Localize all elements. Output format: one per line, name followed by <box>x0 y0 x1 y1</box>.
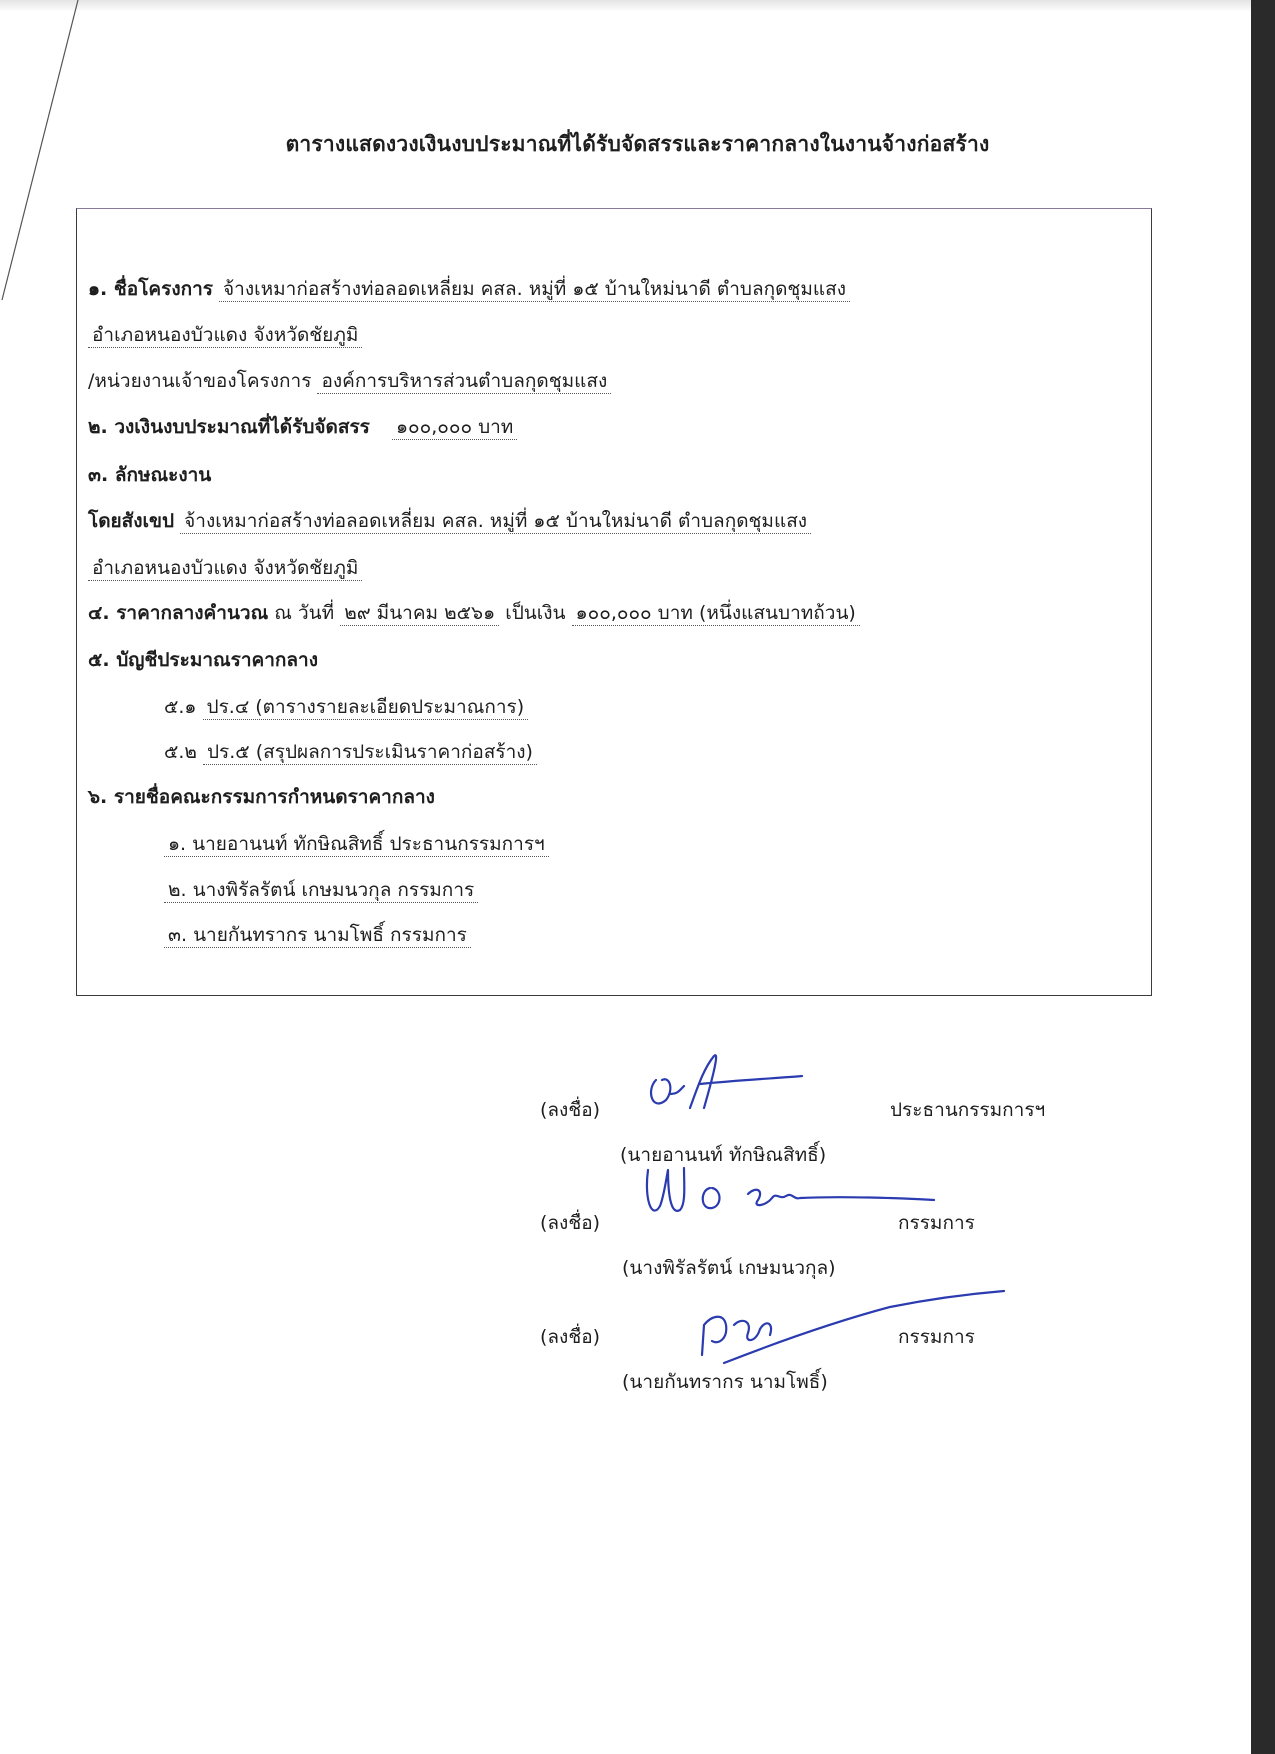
item1-line2 <box>88 320 362 350</box>
item1-label: ๑. ชื่อโครงการ <box>88 278 213 300</box>
signature-prefix: (ลงชื่อ) <box>540 1099 601 1121</box>
item6-row <box>88 782 435 812</box>
item4-amount-prefix: เป็นเงิน <box>505 602 566 624</box>
signature-role: กรรมการ <box>898 1212 975 1234</box>
signature-name: (นางพิรัลรัตน์ เกษมนวกุล) <box>622 1257 836 1279</box>
item2-value: ๑๐๐,๐๐๐ บาท <box>392 416 517 440</box>
item3-label: ๓. ลักษณะงาน <box>88 464 212 486</box>
scan-shadow <box>0 0 1275 12</box>
committee-member <box>164 920 471 950</box>
signature-name: (นายอานนท์ ทักษิณสิทธิ์) <box>620 1144 827 1166</box>
scan-edge <box>1251 0 1275 1754</box>
signature-mark <box>640 1050 820 1130</box>
item1-owner <box>88 366 611 396</box>
item5-entry-value: ปร.๕ (สรุปผลการประเมินราคาก่อสร้าง) <box>203 741 537 765</box>
item3-summary-value-line1: จ้างเหมาก่อสร้างท่อลอดเหลี่ยม คสล. หมู่ที่ ๑๕ บ้านใหม่นาดี ตำบลกุดชุมแสง <box>180 510 811 534</box>
item1-owner-label: /หน่วยงานเจ้าของโครงการ <box>88 370 312 392</box>
item4-date-value: ๒๙ มีนาคม ๒๕๖๑ <box>340 602 499 626</box>
item5-entry <box>164 692 528 722</box>
item4-date-prefix: ณ วันที่ <box>274 602 335 624</box>
committee-member <box>164 875 478 905</box>
item4-row <box>88 598 860 628</box>
item3-summary-line2 <box>88 553 362 583</box>
item5-entry-code: ๕.๑ <box>164 696 197 718</box>
item2-row <box>88 412 517 442</box>
signature-mark <box>640 1160 940 1240</box>
committee-member-text: ๑. นายอานนท์ ทักษิณสิทธิ์ ประธานกรรมการฯ <box>164 833 549 857</box>
item3-row <box>88 460 211 490</box>
item1-owner-value: องค์การบริหารส่วนตำบลกุดชุมแสง <box>317 370 611 394</box>
item6-label: ๖. รายชื่อคณะกรรมการกำหนดราคากลาง <box>88 786 435 808</box>
item4-label: ๔. ราคากลางคำนวณ <box>88 602 269 624</box>
item5-entry-value: ปร.๔ (ตารางรายละเอียดประมาณการ) <box>203 696 529 720</box>
item3-summary-label: โดยสังเขป <box>88 510 175 532</box>
item5-entry <box>164 737 537 767</box>
committee-member-text: ๓. นายกันทรากร นามโพธิ์ กรรมการ <box>164 924 471 948</box>
signature-prefix: (ลงชื่อ) <box>540 1326 601 1348</box>
item5-entry-code: ๕.๒ <box>164 741 197 763</box>
item1-value-line2: อำเภอหนองบัวแดง จังหวัดชัยภูมิ <box>88 324 362 348</box>
item5-row <box>88 645 318 675</box>
signature-name: (นายกันทรากร นามโพธิ์) <box>622 1371 828 1393</box>
committee-member-text: ๒. นางพิรัลรัตน์ เกษมนวกุล กรรมการ <box>164 879 478 903</box>
signature-role: กรรมการ <box>898 1326 975 1348</box>
signature-mark <box>690 1285 1010 1375</box>
item1-line1 <box>88 274 850 304</box>
signature-role: ประธานกรรมการฯ <box>890 1099 1046 1121</box>
item3-summary-value-line2: อำเภอหนองบัวแดง จังหวัดชัยภูมิ <box>88 557 362 581</box>
document-title: ตารางแสดงวงเงินงบประมาณที่ได้รับจัดสรรและราคากลางในงานจ้างก่อสร้าง <box>285 132 990 156</box>
item4-amount-value: ๑๐๐,๐๐๐ บาท (หนึ่งแสนบาทถ้วน) <box>572 602 860 626</box>
signature-prefix: (ลงชื่อ) <box>540 1212 601 1234</box>
item5-label: ๕. บัญชีประมาณราคากลาง <box>88 649 318 671</box>
item1-value-line1: จ้างเหมาก่อสร้างท่อลอดเหลี่ยม คสล. หมู่ที่ ๑๕ บ้านใหม่นาดี ตำบลกุดชุมแสง <box>219 278 850 302</box>
item3-summary-line1 <box>88 506 811 536</box>
item2-label: ๒. วงเงินงบประมาณที่ได้รับจัดสรร <box>88 416 370 438</box>
committee-member <box>164 829 549 859</box>
